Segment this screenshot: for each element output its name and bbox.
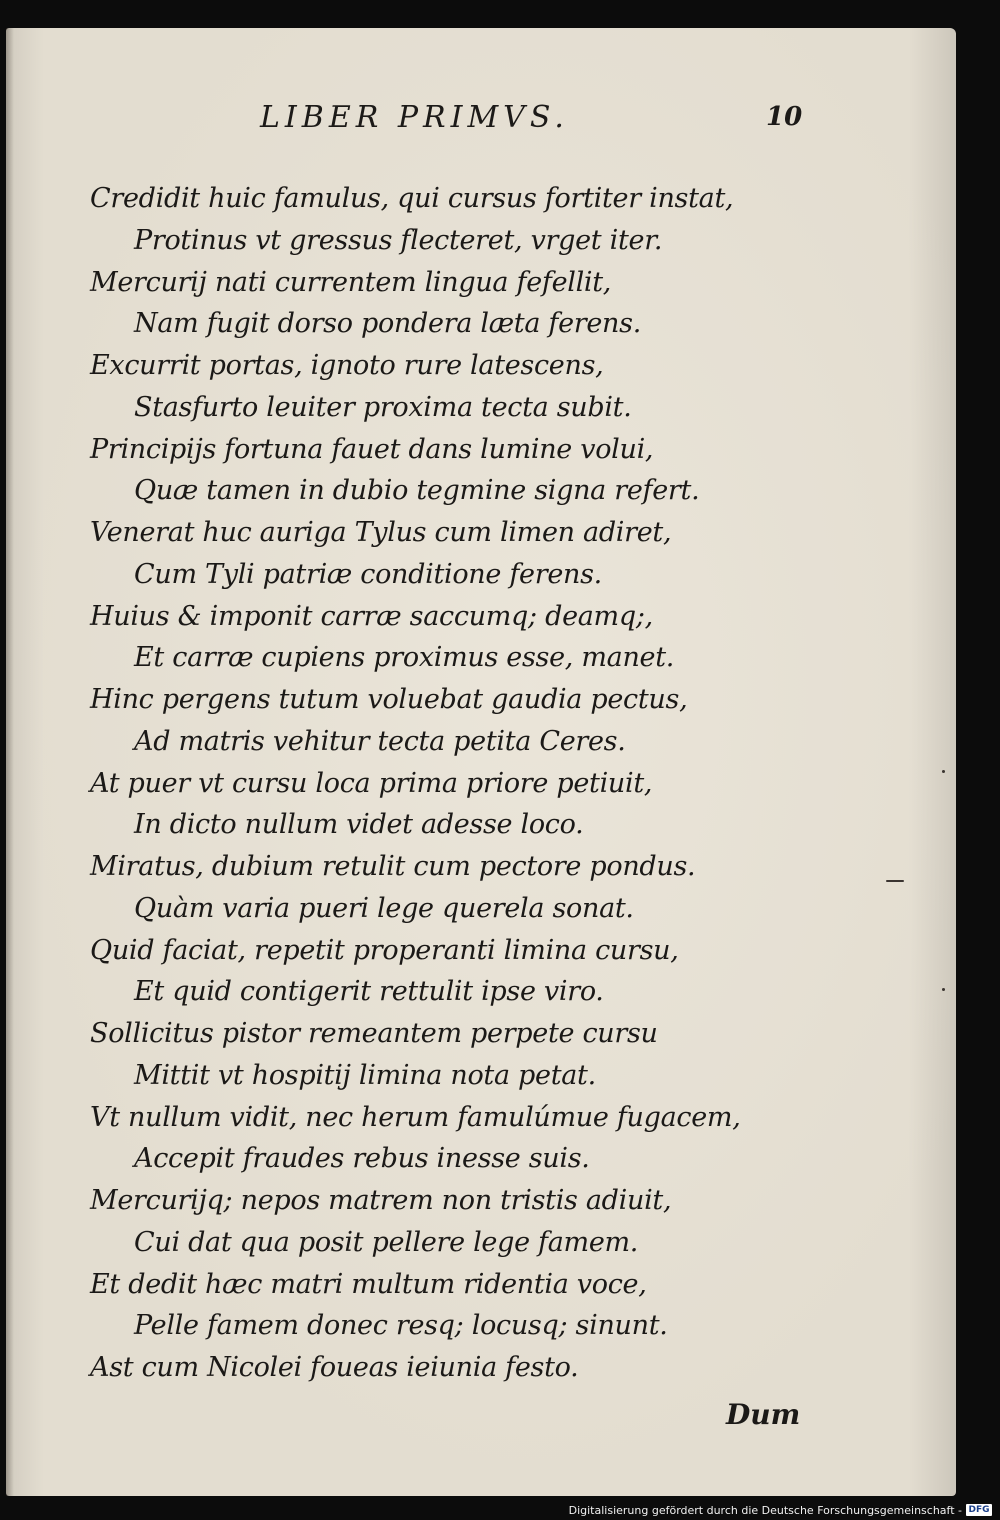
paper-spot bbox=[942, 770, 945, 773]
verse-line: Mittit vt hospitij limina nota petat. bbox=[134, 1059, 596, 1091]
verse-line: Venerat huc auriga Tylus cum limen adiret, bbox=[90, 517, 672, 548]
verse-line: Protinus vt gressus flecteret, vrget iter. bbox=[134, 224, 663, 256]
verse-line: Huius & imponit carræ saccumq; deamq;, bbox=[90, 600, 653, 632]
verse-line: Excurrit portas, ignoto rure latescens, bbox=[90, 350, 604, 381]
verse-line: Et dedit hæc matri multum ridentia voce, bbox=[90, 1268, 647, 1300]
verse-line: Cum Tyli patriæ conditione ferens. bbox=[134, 558, 602, 590]
verse-line: In dicto nullum videt adesse loco. bbox=[134, 809, 584, 841]
paper-mark bbox=[886, 880, 904, 882]
verse-line: Hinc pergens tutum voluebat gaudia pectus, bbox=[90, 684, 688, 715]
verse-line: Ad matris vehitur tecta petita Ceres. bbox=[134, 725, 626, 757]
dfg-logo: DFG bbox=[966, 1504, 992, 1516]
verse-line: Credidit huic famulus, qui cursus fortiter instat, bbox=[90, 183, 734, 214]
verse-line: Miratus, dubium retulit cum pectore pondus. bbox=[90, 851, 696, 882]
verse-line: Mercurijq; nepos matrem non tristis adiuit, bbox=[90, 1185, 672, 1216]
verse-line: Quæ tamen in dubio tegmine signa refert. bbox=[134, 475, 700, 507]
verse-line: At puer vt cursu loca prima priore petiuit, bbox=[90, 767, 653, 799]
verse-line: Principijs fortuna fauet dans lumine volui, bbox=[90, 433, 654, 465]
verse-line: Sollicitus pistor remeantem perpete cursu bbox=[90, 1018, 658, 1049]
verse-line: Accepit fraudes rebus inesse suis. bbox=[134, 1143, 590, 1175]
verse-line: Pelle famem donec resq; locusq; sinunt. bbox=[134, 1310, 668, 1342]
digitization-credit bbox=[569, 1502, 992, 1518]
verse-line: Nam fugit dorso pondera læta ferens. bbox=[134, 308, 641, 340]
verse-line: Stasfurto leuiter proxima tecta subit. bbox=[134, 391, 632, 423]
verse-line: Vt nullum vidit, nec herum famulúmue fugacem, bbox=[90, 1101, 741, 1133]
verse-line: Quid faciat, repetit properanti limina cursu, bbox=[90, 934, 679, 966]
credit-text: Digitalisierung gefördert durch die Deutsche Forschungsgemeinschaft - bbox=[568, 1503, 962, 1517]
folio-number: 10 bbox=[766, 102, 803, 132]
verse-line: Et carræ cupiens proximus esse, manet. bbox=[134, 642, 675, 674]
catchword: Dum bbox=[726, 1398, 801, 1431]
running-head: LIBER PRIMVS. bbox=[260, 100, 569, 135]
verse-line: Cui dat qua posit pellere lege famem. bbox=[134, 1226, 639, 1258]
verse-line: Ast cum Nicolei foueas ieiunia festo. bbox=[90, 1352, 579, 1383]
book-page bbox=[6, 28, 956, 1496]
paper-spot bbox=[942, 988, 945, 991]
verse-line: Mercurij nati currentem lingua fefellit, bbox=[90, 266, 612, 298]
verse-line: Quàm varia pueri lege querela sonat. bbox=[134, 892, 634, 924]
verse-line: Et quid contigerit rettulit ipse viro. bbox=[134, 976, 604, 1008]
verse-text bbox=[6, 178, 741, 1389]
